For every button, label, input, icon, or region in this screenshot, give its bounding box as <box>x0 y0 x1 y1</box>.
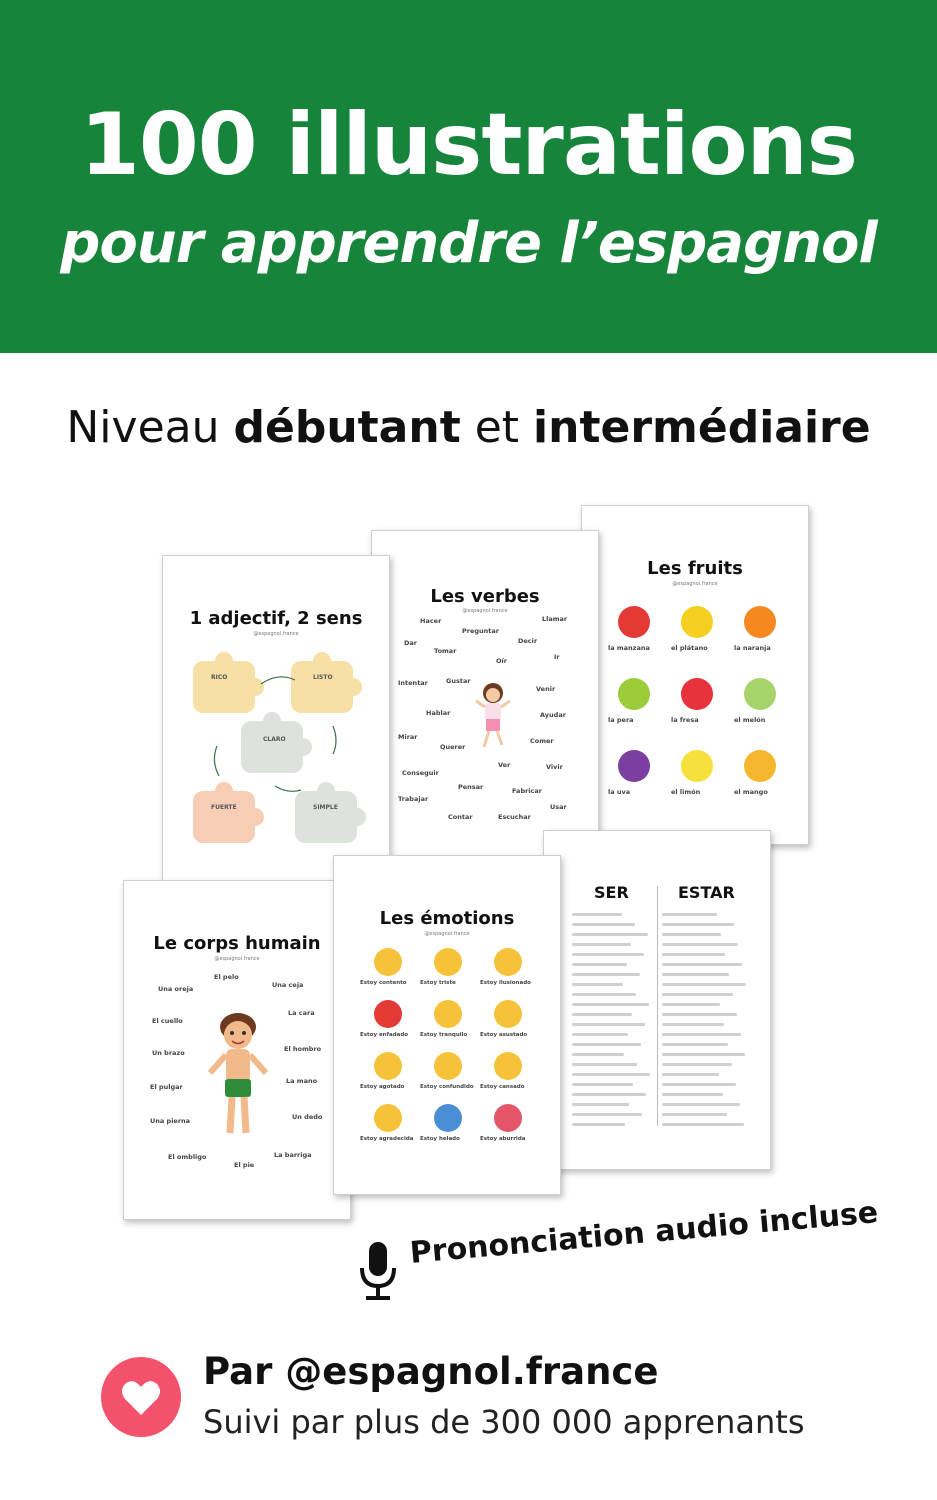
verb-word: Fabricar <box>512 787 542 795</box>
text-line <box>572 933 648 936</box>
emotion-icon <box>494 1000 522 1028</box>
fruit-label: el mango <box>734 788 768 796</box>
text-line <box>662 953 725 956</box>
emotion-icon <box>494 1104 522 1132</box>
page-emotions-handle: @espagnol.france <box>424 931 470 937</box>
text-line <box>662 1053 745 1056</box>
verb-word: Llamar <box>542 615 568 623</box>
text-line <box>572 923 635 926</box>
fruit-label: la pera <box>608 716 634 724</box>
page-emotions <box>333 855 561 1195</box>
body-part-label: Una pierna <box>150 1117 191 1125</box>
emotion-icon <box>374 1104 402 1132</box>
body-part-label: Un brazo <box>152 1049 185 1057</box>
microphone-icon <box>354 1240 402 1302</box>
level-middle: et <box>460 402 534 453</box>
verb-word: Ayudar <box>540 711 566 719</box>
page-verbes <box>371 530 599 860</box>
emotion-label: Estoy agradecida <box>360 1136 414 1142</box>
text-line <box>572 943 631 946</box>
text-line <box>662 1003 720 1006</box>
text-line <box>662 1013 737 1016</box>
text-line <box>572 1053 624 1056</box>
text-line <box>572 1033 628 1036</box>
fruit-label: la fresa <box>671 716 699 724</box>
verb-word: Intentar <box>398 679 428 687</box>
text-line <box>662 1043 728 1046</box>
body-part-label: El pie <box>234 1161 255 1169</box>
fruit-icon <box>744 606 776 638</box>
verb-word: Gustar <box>446 677 471 685</box>
text-line <box>662 943 738 946</box>
emotion-label: Estoy aburrida <box>480 1136 526 1142</box>
text-line <box>572 1113 642 1116</box>
audio-feature <box>354 1195 880 1306</box>
estar-heading: ESTAR <box>678 883 735 902</box>
page-adjectif-handle: @espagnol.france <box>253 631 299 637</box>
page-fruits <box>581 505 809 845</box>
text-line <box>662 1073 719 1076</box>
text-line <box>662 1083 736 1086</box>
fruit-icon <box>618 750 650 782</box>
page-verbes-handle: @espagnol.france <box>462 608 508 614</box>
verb-word: Usar <box>550 803 567 811</box>
text-line <box>572 1013 632 1016</box>
page-adjectif <box>162 555 390 895</box>
text-line <box>662 1063 732 1066</box>
emotion-icon <box>374 948 402 976</box>
text-line <box>572 1003 649 1006</box>
banner-subtitle: pour apprendre l’espagnol <box>60 211 877 276</box>
fruit-icon <box>744 678 776 710</box>
body-part-label: Una oreja <box>158 985 194 993</box>
verb-word: Hacer <box>420 617 442 625</box>
text-line <box>572 913 622 916</box>
banner-title: 100 illustrations <box>80 95 857 195</box>
verb-word: Dar <box>404 639 417 647</box>
puzzle-fuerte-label: FUERTE <box>211 804 237 811</box>
emotion-label: Estoy enfadado <box>360 1032 409 1038</box>
emotion-label: Estoy cansado <box>480 1084 525 1090</box>
emotion-icon <box>434 1052 462 1080</box>
text-line <box>662 993 733 996</box>
page-verbes-title: Les verbes <box>430 586 540 607</box>
emotion-label: Estoy agotado <box>360 1084 405 1090</box>
fruit-icon <box>744 750 776 782</box>
text-line <box>662 963 742 966</box>
body-part-label: El cuello <box>152 1017 183 1025</box>
page-corps-title: Le corps humain <box>153 933 321 954</box>
verb-word: Comer <box>530 737 554 745</box>
text-line <box>572 1093 646 1096</box>
body-part-label: Un dedo <box>292 1113 323 1121</box>
emotion-icon <box>434 1104 462 1132</box>
page-ser-estar <box>543 830 771 1170</box>
fruit-label: el melón <box>734 716 766 724</box>
text-line <box>572 1123 625 1126</box>
body-part-label: El pulgar <box>150 1083 183 1091</box>
verb-word: Contar <box>448 813 473 821</box>
level-beginner: débutant <box>233 402 461 453</box>
text-line <box>662 983 746 986</box>
emotion-icon <box>494 1052 522 1080</box>
body-part-label: El pelo <box>214 973 239 981</box>
followers-text: Suivi par plus de 300 000 apprenants <box>203 1403 805 1441</box>
fruit-label: la uva <box>608 788 631 796</box>
fruit-icon <box>681 750 713 782</box>
puzzle-simple <box>295 791 357 843</box>
text-line <box>572 983 623 986</box>
verb-word: Venir <box>536 685 556 693</box>
emotion-label: Estoy asustado <box>480 1032 528 1038</box>
text-line <box>572 973 640 976</box>
text-line <box>662 1093 723 1096</box>
page-adjectif-title: 1 adjectif, 2 sens <box>189 608 363 629</box>
fruit-label: la naranja <box>734 644 771 652</box>
text-line <box>662 933 721 936</box>
verb-word: Vivir <box>546 763 563 771</box>
verb-word: Ir <box>554 653 560 661</box>
text-line <box>572 1063 637 1066</box>
fruit-label: el plátano <box>671 644 708 652</box>
cycle-arrows <box>203 666 353 796</box>
fruit-icon <box>681 678 713 710</box>
verb-word: Decir <box>518 637 538 645</box>
body-part-label: El hombro <box>284 1045 322 1053</box>
puzzle-listo-label: LISTO <box>313 674 333 681</box>
verb-word: Mirar <box>398 733 418 741</box>
emotion-label: Estoy tranquilo <box>420 1032 468 1038</box>
text-line <box>572 1073 650 1076</box>
level-prefix: Niveau <box>66 402 234 453</box>
text-line <box>572 953 644 956</box>
fruit-icon <box>618 678 650 710</box>
girl-illustration <box>472 679 514 751</box>
ser-heading: SER <box>594 883 629 902</box>
fruit-icon <box>618 606 650 638</box>
body-part-label: La cara <box>288 1009 315 1017</box>
verb-word: Conseguir <box>402 769 439 777</box>
text-line <box>662 923 734 926</box>
verb-word: Hablar <box>426 709 451 717</box>
page-corps <box>123 880 351 1220</box>
puzzle-fuerte <box>193 791 255 843</box>
emotion-icon <box>434 948 462 976</box>
level-intermediate: intermédiaire <box>533 402 871 453</box>
emotion-label: Estoy contento <box>360 980 407 986</box>
emotion-icon <box>434 1000 462 1028</box>
text-line <box>572 1083 633 1086</box>
verb-word: Querer <box>440 743 466 751</box>
body-part-label: La mano <box>286 1077 318 1085</box>
fruit-label: la manzana <box>608 644 650 652</box>
verb-word: Oír <box>496 657 507 665</box>
text-line <box>662 913 717 916</box>
verb-word: Trabajar <box>398 795 429 803</box>
text-line <box>572 1043 641 1046</box>
emotion-icon <box>494 948 522 976</box>
text-line <box>662 1123 744 1126</box>
fruit-label: el limón <box>671 788 701 796</box>
emotion-icon <box>374 1000 402 1028</box>
ser-estar-divider <box>657 886 658 1126</box>
text-line <box>572 963 627 966</box>
text-line <box>662 1033 741 1036</box>
verb-word: Preguntar <box>462 627 499 635</box>
page-fruits-title: Les fruits <box>647 558 743 579</box>
emotion-label: Estoy triste <box>420 980 456 986</box>
puzzle-simple-label: SIMPLE <box>313 804 338 811</box>
body-part-label: La barriga <box>274 1151 312 1159</box>
text-line <box>662 1023 724 1026</box>
fruit-icon <box>681 606 713 638</box>
body-part-label: Una ceja <box>272 981 304 989</box>
emotion-label: Estoy ilusionado <box>480 980 531 986</box>
text-line <box>662 973 729 976</box>
body-part-label: El ombligo <box>168 1153 207 1161</box>
puzzle-claro-label: CLARO <box>263 736 286 743</box>
emotion-icon <box>374 1052 402 1080</box>
verb-word: Escuchar <box>498 813 531 821</box>
page-fruits-handle: @espagnol.france <box>672 581 718 587</box>
text-line <box>662 1103 740 1106</box>
header-banner <box>0 0 937 353</box>
verb-word: Tomar <box>434 647 457 655</box>
audio-label: Prononciation audio incluse <box>408 1195 880 1271</box>
level-line <box>0 402 937 453</box>
page-corps-handle: @espagnol.france <box>214 956 260 962</box>
author-name[interactable]: Par @espagnol.france <box>203 1350 659 1393</box>
verb-word: Ver <box>498 761 511 769</box>
heart-icon <box>101 1357 181 1437</box>
boy-illustration <box>206 1009 270 1139</box>
text-line <box>572 993 636 996</box>
text-line <box>572 1023 645 1026</box>
emotion-label: Estoy confundido <box>420 1084 474 1090</box>
page-emotions-title: Les émotions <box>379 908 515 929</box>
text-line <box>662 1113 727 1116</box>
puzzle-rico-label: RICO <box>211 674 228 681</box>
verb-word: Pensar <box>458 783 484 791</box>
text-line <box>572 1103 629 1106</box>
emotion-label: Estoy helado <box>420 1136 460 1142</box>
